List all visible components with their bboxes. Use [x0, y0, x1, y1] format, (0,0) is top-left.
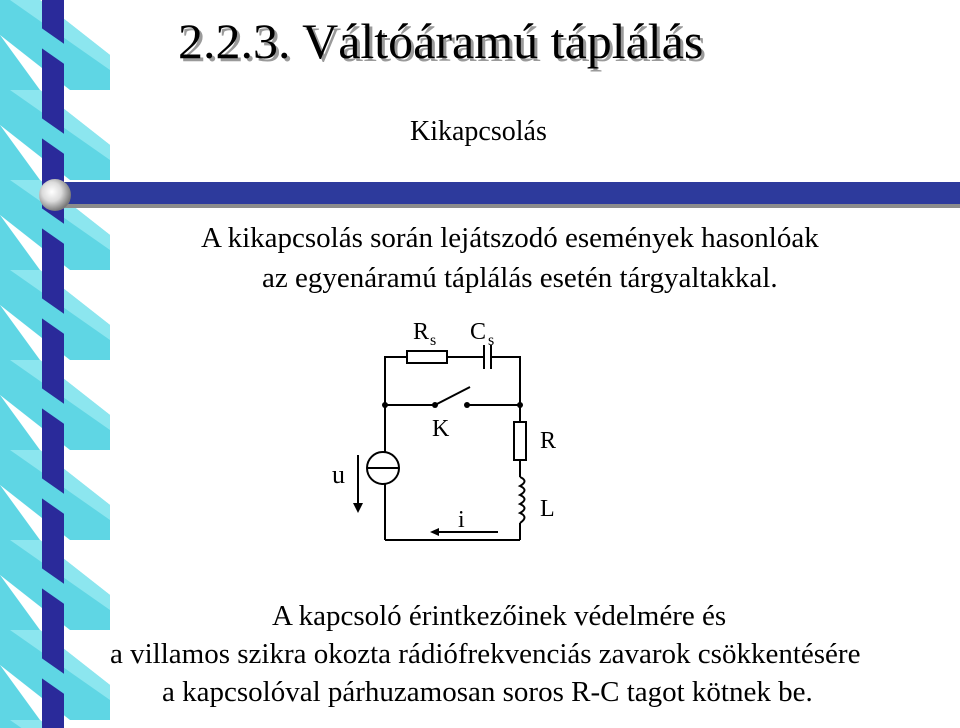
intro-line-2: az egyenáramú táplálás esetén tárgyaltakkal.	[262, 262, 778, 294]
switch-label: K	[432, 416, 450, 442]
rs-label-sub: s	[430, 332, 437, 349]
rc-branch-wire	[385, 357, 407, 405]
cs-label-sub: s	[488, 332, 495, 349]
current-label: i	[458, 507, 465, 533]
conclusion-line-1: A kapcsoló érintkezőinek védelmére és	[272, 600, 727, 632]
circuit-diagram	[320, 305, 620, 550]
decorative-ribbon	[0, 0, 110, 728]
header-divider-bar	[38, 178, 960, 212]
intro-line-1: A kikapcsolás során lejátszodó események hasonlóak	[201, 222, 819, 254]
cs-label: C	[470, 319, 487, 345]
voltage-label: u	[332, 460, 345, 489]
resistor-label: R	[540, 428, 557, 454]
switch-blade	[435, 387, 470, 405]
slide-title: 2.2.3. Váltóáramú táplálás	[178, 13, 704, 69]
conclusion-line-3: a kapcsolóval párhuzamosan soros R-C tagot kötnek be.	[162, 676, 813, 708]
conclusion-line-2: a villamos szikra okozta rádiófrekvenciás zavarok csökkentésére	[110, 638, 861, 670]
rs-resistor	[407, 351, 447, 363]
inductor-coil	[520, 477, 525, 523]
load-resistor	[514, 422, 526, 460]
rs-label: R	[413, 319, 430, 345]
inductor-label: L	[540, 496, 555, 522]
slide-subtitle: Kikapcsolás	[410, 116, 547, 147]
